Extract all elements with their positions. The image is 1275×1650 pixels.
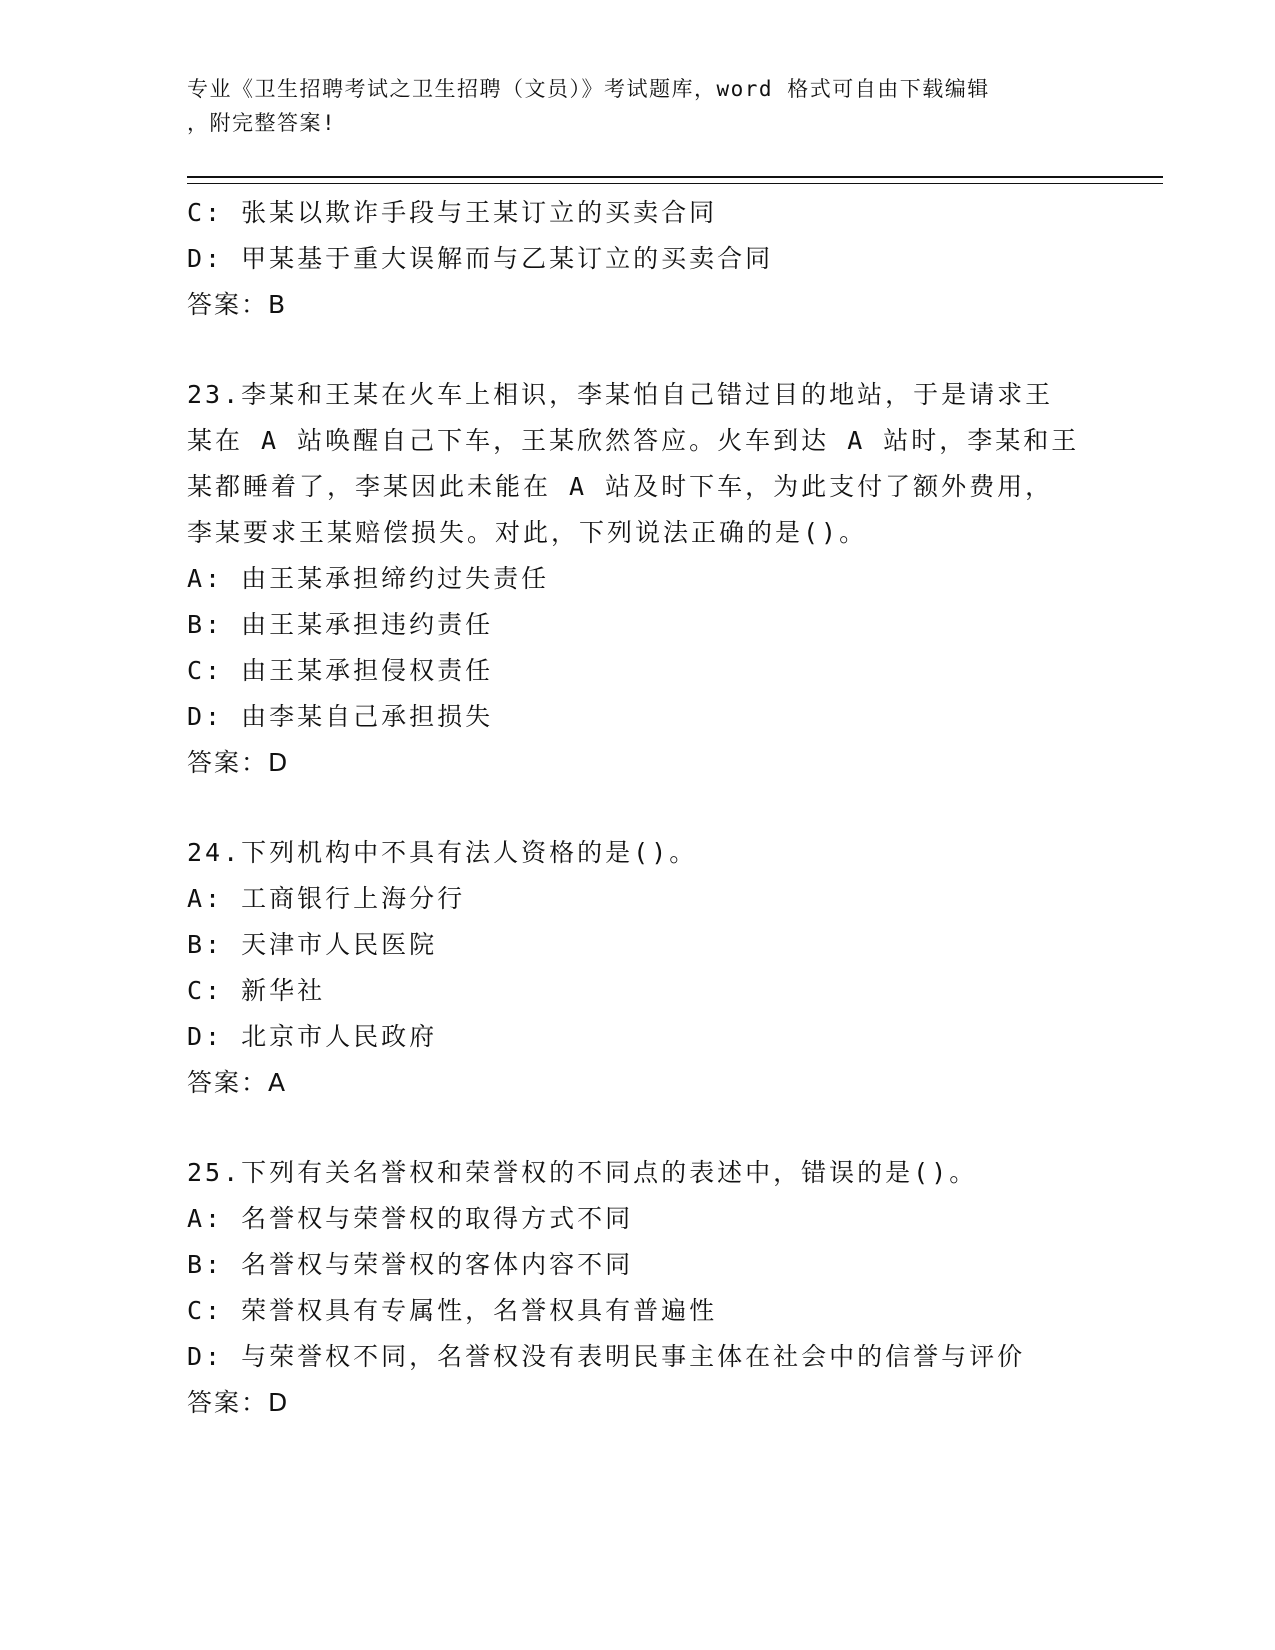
question-24 [187, 830, 1147, 1106]
answer-line: 答案：A [187, 1068, 288, 1097]
question-spacer [187, 1106, 1147, 1150]
question-25 [187, 1150, 1147, 1426]
question-spacer [187, 328, 1147, 372]
option-d: D: 与荣誉权不同，名誉权没有表明民事主体在社会中的信誉与评价 [187, 1342, 1026, 1371]
option-d: D: 由李某自己承担损失 [187, 702, 494, 731]
option-b: B: 名誉权与荣誉权的客体内容不同 [187, 1250, 634, 1279]
question-spacer [187, 786, 1147, 830]
header-divider-thin [187, 183, 1163, 184]
answer-line: 答案：D [187, 1388, 290, 1417]
question-list [187, 190, 1147, 1426]
question-stem-line: 23.李某和王某在火车上相识，李某怕自己错过目的地站，于是请求王 [187, 380, 1054, 409]
question-stem-line: 24.下列机构中不具有法人资格的是()。 [187, 838, 698, 867]
question-stem-line: 某在 A 站唤醒自己下车，王某欣然答应。火车到达 A 站时，李某和王 [187, 426, 1080, 455]
question-23 [187, 372, 1147, 786]
option-b: B: 由王某承担违约责任 [187, 610, 494, 639]
option-d: D: 北京市人民政府 [187, 1022, 438, 1051]
question-stem-line: 李某要求王某赔偿损失。对此，下列说法正确的是()。 [187, 518, 868, 547]
option-c: C: 由王某承担侵权责任 [187, 656, 494, 685]
header-line-2: ，附完整答案! [187, 111, 337, 135]
option-a: A: 名誉权与荣誉权的取得方式不同 [187, 1204, 634, 1233]
option-d: D: 甲某基于重大误解而与乙某订立的买卖合同 [187, 244, 774, 273]
option-a: A: 工商银行上海分行 [187, 884, 466, 913]
question-stem-line: 25.下列有关名誉权和荣誉权的不同点的表述中，错误的是()。 [187, 1158, 978, 1187]
answer-line: 答案：B [187, 290, 288, 319]
document-header [187, 72, 1087, 140]
option-c: C: 荣誉权具有专属性，名誉权具有普遍性 [187, 1296, 718, 1325]
question-22-continued [187, 190, 1147, 328]
option-a: A: 由王某承担缔约过失责任 [187, 564, 550, 593]
option-c: C: 张某以欺诈手段与王某订立的买卖合同 [187, 198, 718, 227]
option-c: C: 新华社 [187, 976, 326, 1005]
option-b: B: 天津市人民医院 [187, 930, 438, 959]
question-stem-line: 某都睡着了，李某因此未能在 A 站及时下车，为此支付了额外费用， [187, 472, 1054, 501]
header-line-1: 专业《卫生招聘考试之卫生招聘（文员）》考试题库，word 格式可自由下载编辑 [187, 77, 990, 101]
header-divider-thick [187, 176, 1163, 178]
answer-line: 答案：D [187, 748, 290, 777]
